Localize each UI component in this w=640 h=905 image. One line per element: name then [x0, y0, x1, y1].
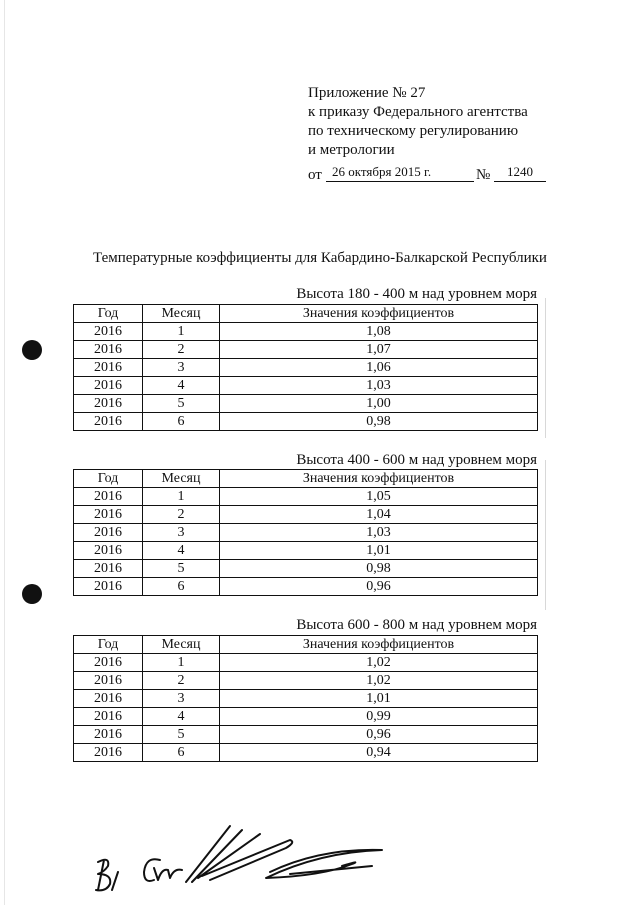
column-header-value: Значения коэффициентов [220, 305, 538, 323]
cell-month: 4 [143, 377, 220, 395]
table-row [74, 341, 538, 359]
signature-stroke [144, 859, 182, 881]
cell-month: 2 [143, 506, 220, 524]
column-header-value: Значения коэффициентов [220, 470, 538, 488]
cell-month: 2 [143, 672, 220, 690]
signature-stroke [112, 872, 118, 890]
handwritten-signature [90, 820, 390, 900]
cell-year: 2016 [74, 744, 143, 762]
order-number: 1240 [494, 162, 546, 182]
appendix-number: Приложение № 27 [308, 85, 426, 101]
cell-value: 0,94 [220, 744, 538, 762]
number-label: № [476, 167, 491, 183]
cell-value: 0,96 [220, 578, 538, 596]
cell-value: 1,02 [220, 654, 538, 672]
altitude-caption: Высота 180 - 400 м над уровнем моря [296, 286, 537, 302]
cell-value: 1,02 [220, 672, 538, 690]
column-header-year: Год [74, 636, 143, 654]
table-header-row [74, 636, 538, 654]
column-header-month: Месяц [143, 470, 220, 488]
cell-month: 2 [143, 341, 220, 359]
cell-year: 2016 [74, 708, 143, 726]
column-header-year: Год [74, 470, 143, 488]
table-row [74, 578, 538, 596]
cell-value: 0,98 [220, 560, 538, 578]
cell-year: 2016 [74, 488, 143, 506]
coefficients-table [73, 469, 538, 596]
cell-value: 1,01 [220, 690, 538, 708]
cell-month: 3 [143, 524, 220, 542]
cell-value: 1,01 [220, 542, 538, 560]
cell-value: 1,08 [220, 323, 538, 341]
cell-month: 3 [143, 359, 220, 377]
column-header-year: Год [74, 305, 143, 323]
cell-month: 5 [143, 395, 220, 413]
table-header-row [74, 470, 538, 488]
cell-year: 2016 [74, 359, 143, 377]
cell-year: 2016 [74, 578, 143, 596]
cell-month: 4 [143, 542, 220, 560]
cell-value: 1,03 [220, 524, 538, 542]
cell-year: 2016 [74, 690, 143, 708]
cell-month: 3 [143, 690, 220, 708]
document-title: Температурные коэффициенты для Кабардино-Балкарской Республики [93, 250, 547, 266]
column-header-month: Месяц [143, 636, 220, 654]
order-reference-line: и метрологии [308, 142, 395, 158]
cell-value: 1,05 [220, 488, 538, 506]
table-row [74, 488, 538, 506]
cell-month: 1 [143, 323, 220, 341]
table-row [74, 524, 538, 542]
cell-value: 1,07 [220, 341, 538, 359]
punch-hole-upper [22, 340, 42, 360]
table-row [74, 654, 538, 672]
cell-value: 1,06 [220, 359, 538, 377]
order-date-line [308, 162, 533, 184]
table-row [74, 708, 538, 726]
table-row [74, 690, 538, 708]
order-reference-line: к приказу Федерального агентства [308, 104, 528, 120]
cell-value: 0,99 [220, 708, 538, 726]
appendix-header [308, 84, 533, 184]
cell-value: 0,96 [220, 726, 538, 744]
cell-year: 2016 [74, 341, 143, 359]
date-label: от [308, 167, 322, 183]
cell-year: 2016 [74, 524, 143, 542]
cell-month: 6 [143, 744, 220, 762]
table-row [74, 413, 538, 431]
cell-year: 2016 [74, 542, 143, 560]
scan-artifact [545, 298, 546, 438]
cell-value: 0,98 [220, 413, 538, 431]
order-date: 26 октября 2015 г. [326, 162, 474, 182]
column-header-value: Значения коэффициентов [220, 636, 538, 654]
signature-stroke [96, 860, 110, 891]
cell-year: 2016 [74, 654, 143, 672]
cell-year: 2016 [74, 672, 143, 690]
cell-value: 1,00 [220, 395, 538, 413]
scan-artifact [545, 460, 546, 610]
table-header-row [74, 305, 538, 323]
cell-month: 5 [143, 560, 220, 578]
table-row [74, 395, 538, 413]
cell-year: 2016 [74, 395, 143, 413]
cell-month: 1 [143, 488, 220, 506]
cell-month: 6 [143, 578, 220, 596]
table-row [74, 560, 538, 578]
scan-edge [4, 0, 5, 905]
table-row [74, 542, 538, 560]
punch-hole-lower [22, 584, 42, 604]
order-reference-line: по техническому регулированию [308, 123, 519, 139]
column-header-month: Месяц [143, 305, 220, 323]
altitude-caption: Высота 400 - 600 м над уровнем моря [296, 452, 537, 468]
cell-month: 1 [143, 654, 220, 672]
cell-month: 5 [143, 726, 220, 744]
table-row [74, 377, 538, 395]
cell-year: 2016 [74, 726, 143, 744]
cell-year: 2016 [74, 377, 143, 395]
table-row [74, 672, 538, 690]
coefficients-table [73, 304, 538, 431]
table-row [74, 744, 538, 762]
table-row [74, 359, 538, 377]
table-row [74, 323, 538, 341]
signature-stroke [266, 850, 382, 878]
cell-year: 2016 [74, 323, 143, 341]
cell-year: 2016 [74, 560, 143, 578]
coefficients-table [73, 635, 538, 762]
table-row [74, 506, 538, 524]
table-row [74, 726, 538, 744]
altitude-caption: Высота 600 - 800 м над уровнем моря [296, 617, 537, 633]
cell-value: 1,04 [220, 506, 538, 524]
cell-value: 1,03 [220, 377, 538, 395]
cell-month: 6 [143, 413, 220, 431]
cell-year: 2016 [74, 506, 143, 524]
cell-year: 2016 [74, 413, 143, 431]
cell-month: 4 [143, 708, 220, 726]
